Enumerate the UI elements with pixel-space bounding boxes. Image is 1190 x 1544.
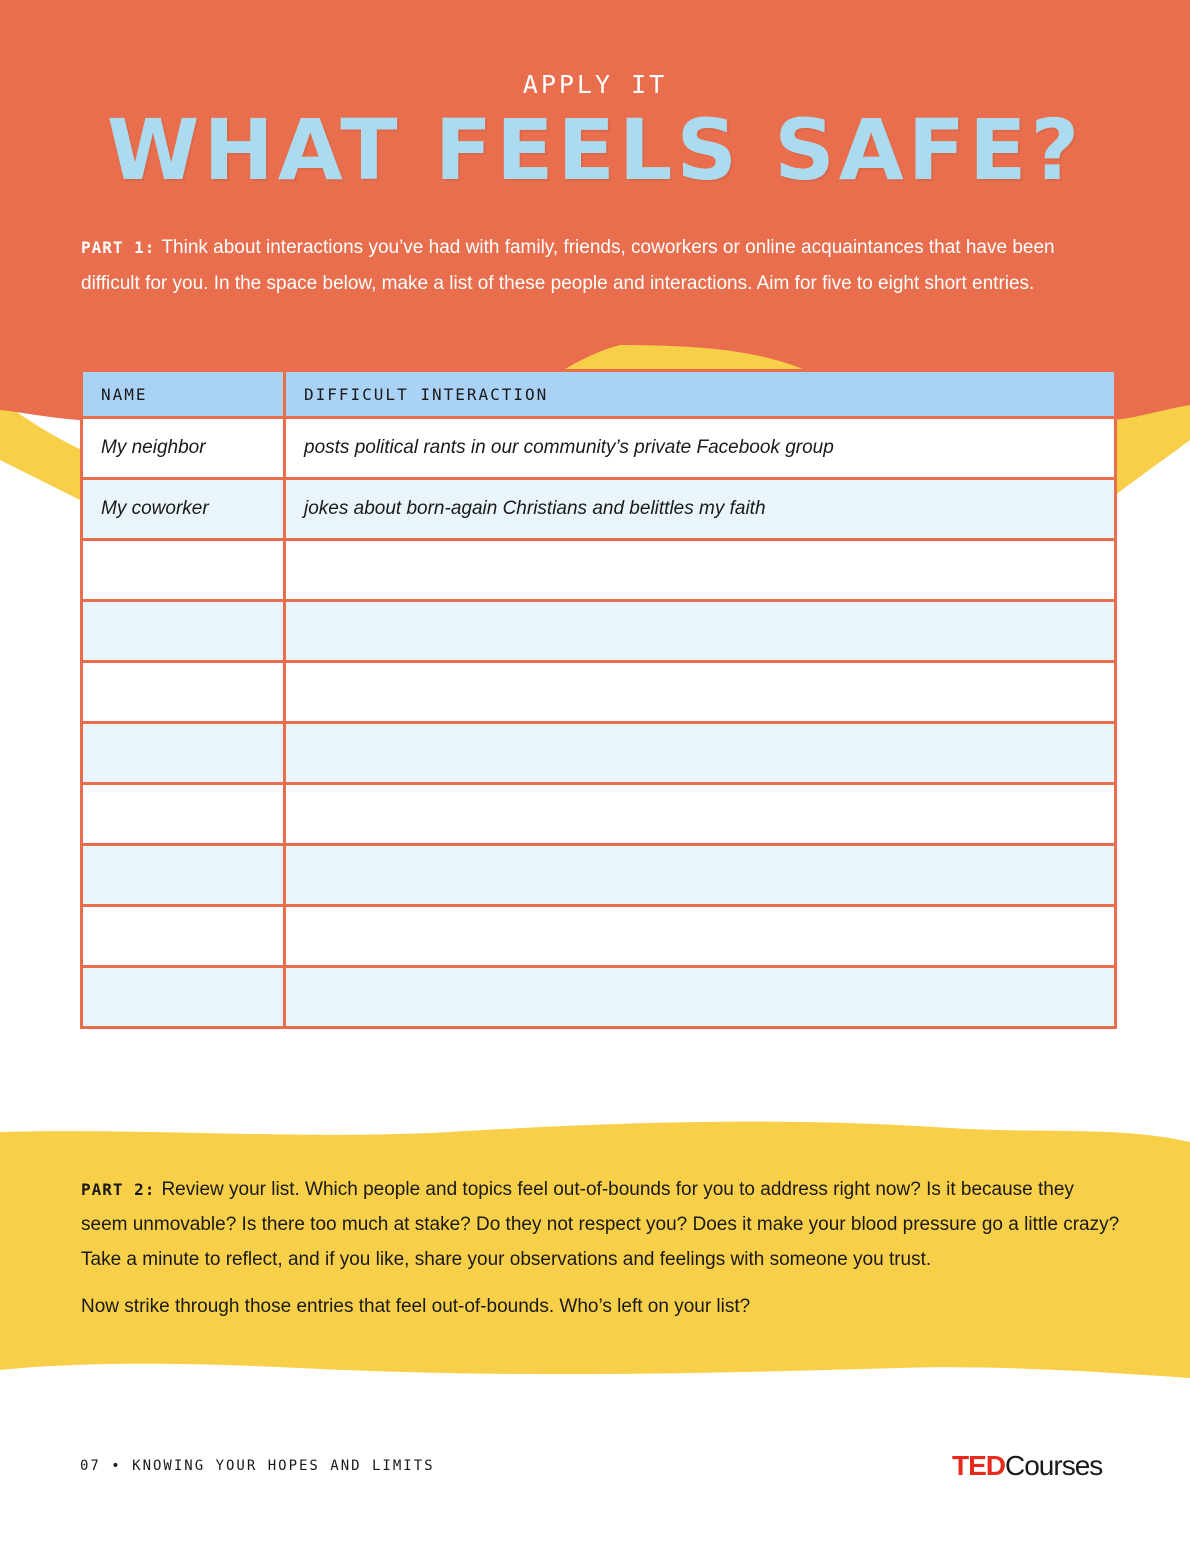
part1-label: PART 1: (81, 238, 156, 257)
part2-section (81, 1172, 1121, 1336)
name-cell[interactable]: My neighbor (82, 418, 285, 479)
page-title: WHAT FEELS SAFE? (106, 101, 1084, 199)
interaction-cell[interactable] (285, 845, 1116, 906)
table-row (82, 967, 1116, 1028)
table-row (82, 662, 1116, 723)
name-cell[interactable]: My coworker (82, 479, 285, 540)
interaction-cell[interactable]: jokes about born-again Christians and belittles my faith (285, 479, 1116, 540)
ted-courses-logo (952, 1450, 1102, 1482)
interaction-cell[interactable] (285, 723, 1116, 784)
table-row (82, 601, 1116, 662)
interaction-cell[interactable] (285, 601, 1116, 662)
part2-instructions (81, 1172, 1121, 1277)
interactions-table (80, 369, 1117, 1029)
name-cell[interactable] (82, 967, 285, 1028)
logo-courses: Courses (1005, 1450, 1103, 1481)
interaction-cell[interactable] (285, 540, 1116, 601)
name-cell[interactable] (82, 784, 285, 845)
table-row (82, 906, 1116, 967)
name-cell[interactable] (82, 906, 285, 967)
table-header-row (82, 371, 1116, 418)
part2-text: Review your list. Which people and topics feel out-of-bounds for you to address right now? Is it because they seem unmovable? Is there too much at stake? Do they not respect you? Does it make your blood pressure go a little crazy? Take a minute to reflect, and if you like, share your observations and feelings with someone you trust. (81, 1179, 1120, 1270)
interaction-cell[interactable] (285, 967, 1116, 1028)
logo-ted: TED (952, 1450, 1005, 1481)
name-cell[interactable] (82, 662, 285, 723)
name-cell[interactable] (82, 540, 285, 601)
table-row (82, 784, 1116, 845)
page-footer: 07 • KNOWING YOUR HOPES AND LIMITS (80, 1458, 435, 1474)
column-header-interaction: DIFFICULT INTERACTION (285, 371, 1116, 418)
part1-text: Think about interactions you’ve had with family, friends, coworkers or online acquaintances that have been difficult for you. In the space below, make a list of these people and interactions. Aim for five to eight short entries. (81, 237, 1055, 294)
table-row (82, 418, 1116, 479)
table-row (82, 540, 1116, 601)
table-row (82, 845, 1116, 906)
name-cell[interactable] (82, 601, 285, 662)
interaction-cell[interactable] (285, 784, 1116, 845)
kicker-label: APPLY IT (522, 70, 668, 99)
table-row (82, 479, 1116, 540)
interaction-cell[interactable] (285, 662, 1116, 723)
table-row (82, 723, 1116, 784)
name-cell[interactable] (82, 723, 285, 784)
column-header-name: NAME (82, 371, 285, 418)
part2-label: PART 2: (81, 1180, 156, 1199)
interaction-cell[interactable] (285, 906, 1116, 967)
name-cell[interactable] (82, 845, 285, 906)
part1-instructions (81, 230, 1091, 302)
interaction-cell[interactable]: posts political rants in our community’s private Facebook group (285, 418, 1116, 479)
part2-followup: Now strike through those entries that feel out-of-bounds. Who’s left on your list? (81, 1296, 751, 1317)
